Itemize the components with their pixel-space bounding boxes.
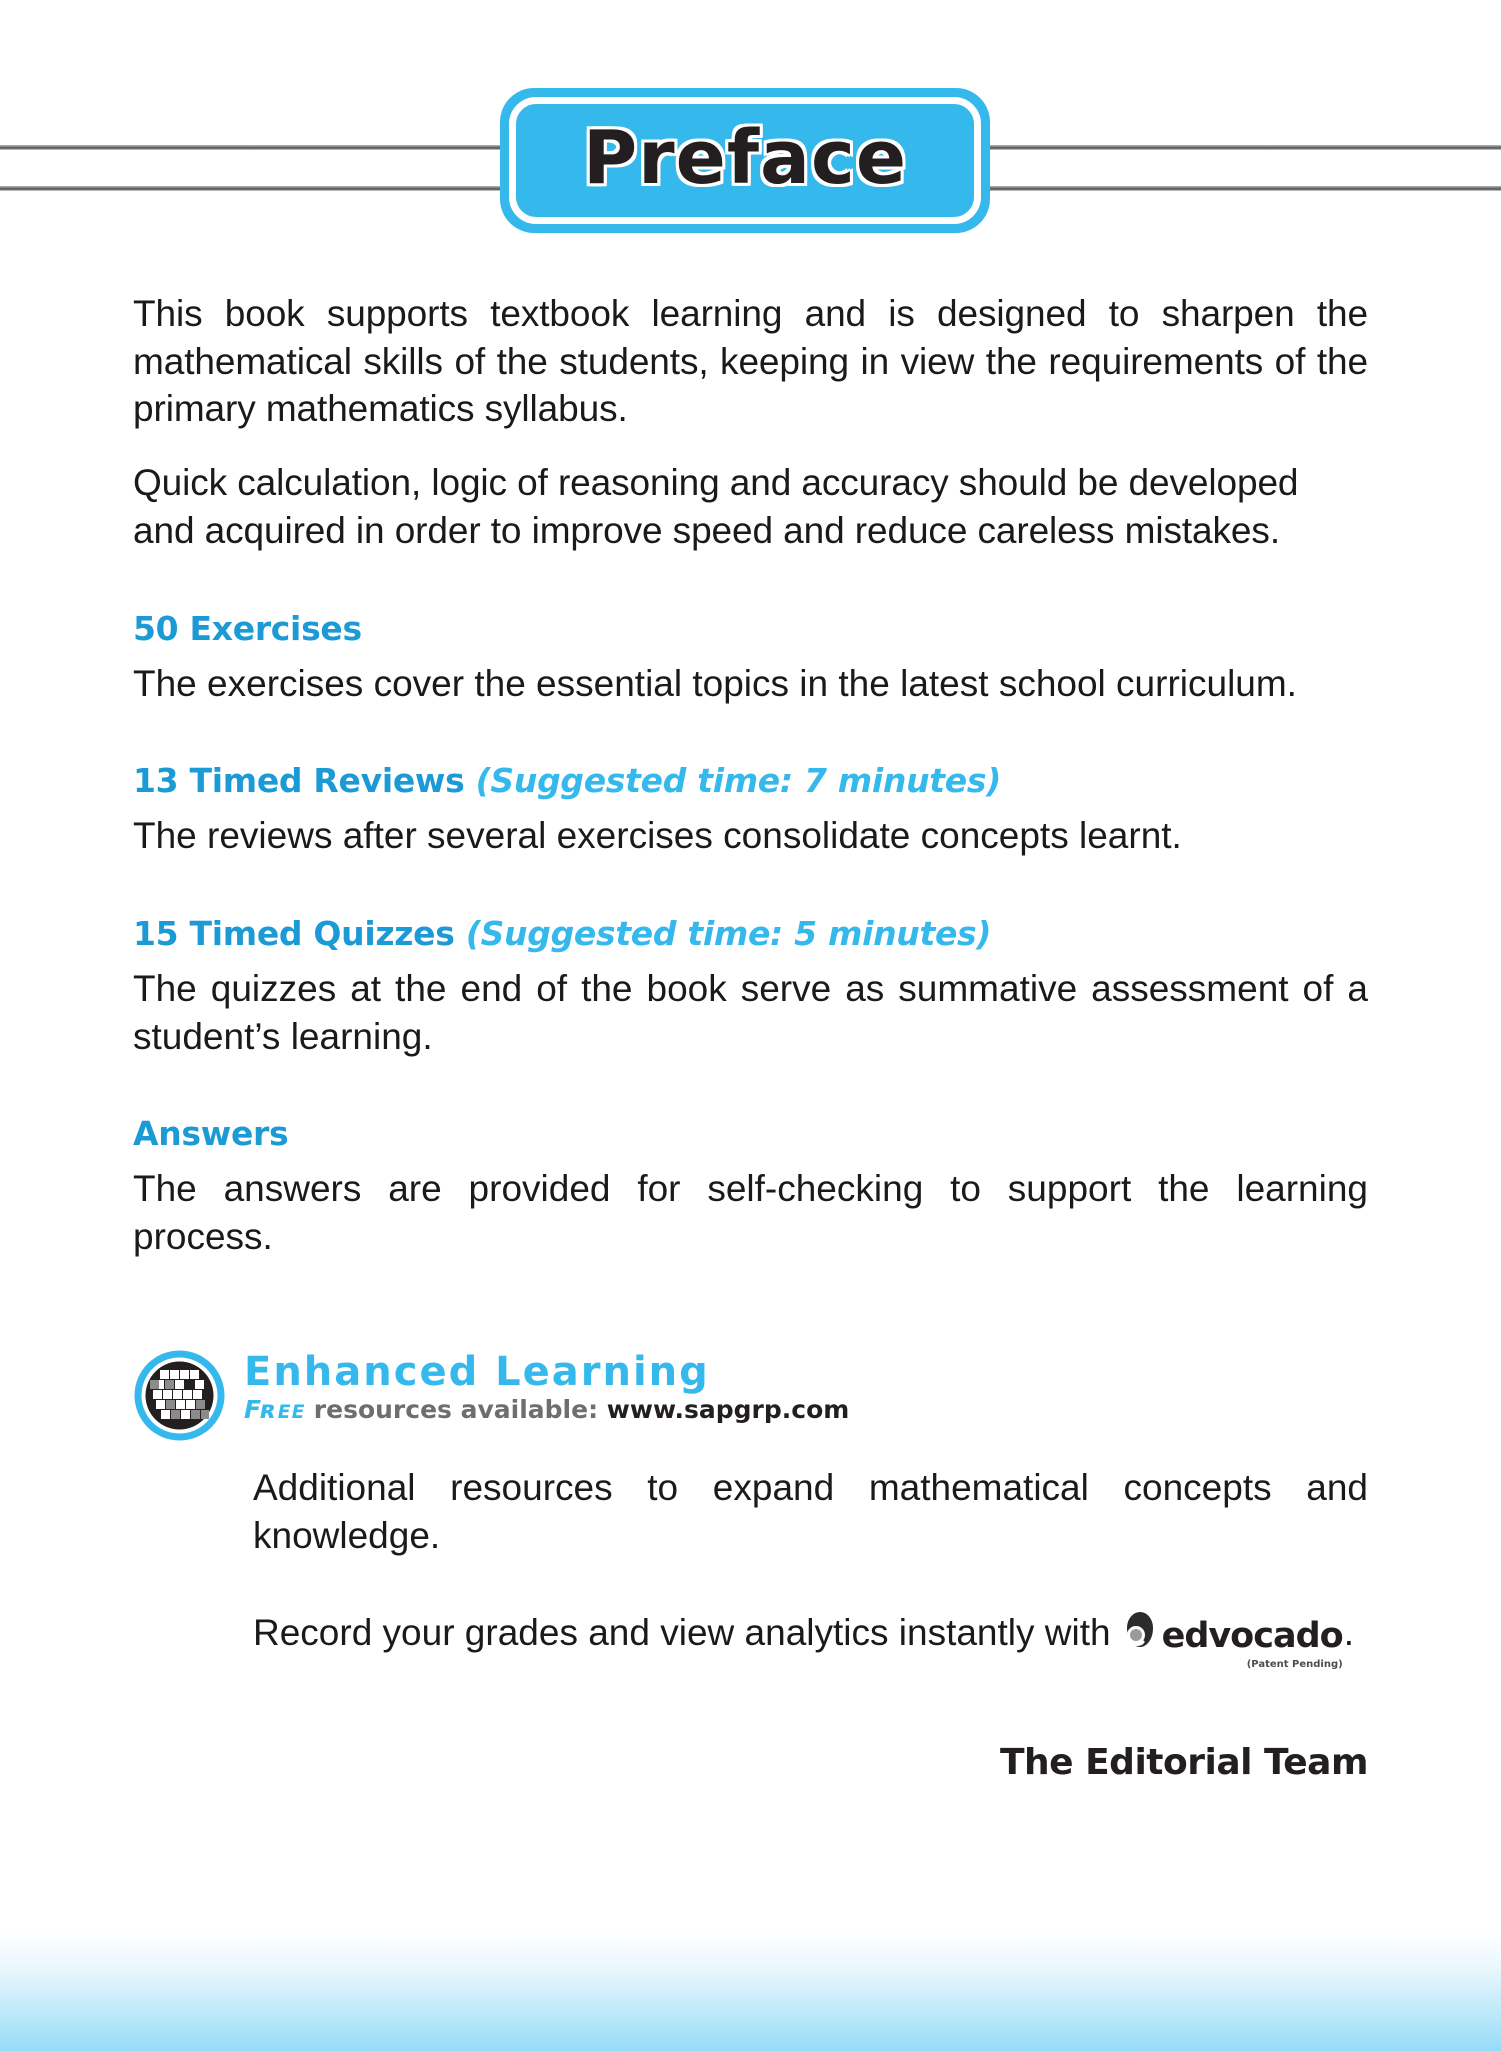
free-label: Fʀᴇᴇ	[244, 1394, 306, 1424]
section-exercises-heading-text: 50 Exercises	[133, 608, 362, 648]
section-exercises-body: The exercises cover the essential topics in the latest school curriculum.	[133, 662, 1297, 704]
enhanced-learning-subtitle	[244, 1396, 849, 1425]
section-answers	[133, 1114, 1368, 1260]
section-answers-heading-text: Answers	[133, 1114, 289, 1154]
section-timed-reviews-heading-text: 13 Timed Reviews	[133, 761, 465, 801]
section-exercises	[133, 609, 1368, 708]
section-timed-quizzes-heading-text: 15 Timed Quizzes	[133, 914, 455, 954]
sapgrp-url[interactable]: www.sapgrp.com	[606, 1394, 850, 1424]
footer-gradient-bar	[0, 1931, 1501, 2051]
edvocado-record-line	[253, 1605, 1368, 1670]
intro-paragraph-2: Quick calculation, logic of reasoning and accuracy should be developed and acquired in order to improve speed and reduce careless mistakes.	[133, 462, 1299, 551]
page-title-badge-inner	[509, 97, 981, 224]
edvocado-record-prefix: Record your grades and view analytics instantly with	[253, 1612, 1111, 1654]
edvocado-logo	[1120, 1610, 1343, 1670]
edvocado-patent-note: (Patent Pending)	[1246, 1658, 1343, 1670]
section-timed-reviews-note: (Suggested time: 7 minutes)	[475, 761, 1001, 801]
edvocado-word-text: edvocado	[1161, 1615, 1343, 1656]
section-timed-quizzes-body: The quizzes at the end of the book serve as summative assessment of a student’s learning.	[133, 968, 1368, 1057]
section-answers-body: The answers are provided for self-checking to support the learning process.	[133, 1168, 1368, 1258]
spacer	[133, 439, 1368, 459]
enhanced-learning-wordmark	[244, 1347, 849, 1425]
enhanced-learning-details	[253, 1464, 1368, 1670]
section-timed-quizzes-heading	[133, 914, 1368, 953]
editorial-team-signoff: The Editorial Team	[999, 1742, 1368, 1783]
enhanced-learning-title: Enhanced Learning	[244, 1348, 710, 1395]
section-timed-reviews	[133, 761, 1368, 860]
enhanced-learning-block	[133, 1347, 1368, 1670]
enhanced-learning-header	[133, 1347, 1368, 1442]
page-title: Preface	[582, 114, 908, 201]
section-timed-reviews-heading	[133, 761, 1368, 800]
section-exercises-heading	[133, 609, 1368, 648]
resources-available-label: resources available:	[313, 1394, 599, 1424]
intro-paragraph-1: This book supports textbook learning and is designed to sharpen the mathematical skills of the students, keeping in view the requirements of the primary mathematics syllabus.	[133, 293, 1368, 430]
preface-content	[133, 290, 1368, 1670]
section-answers-heading	[133, 1114, 1368, 1153]
edvocado-wordmark	[1161, 1614, 1343, 1670]
edvocado-record-suffix: .	[1343, 1612, 1354, 1654]
page-title-badge	[500, 88, 990, 233]
section-timed-quizzes	[133, 914, 1368, 1060]
crossword-circle-logo-icon	[133, 1349, 226, 1442]
section-timed-quizzes-note: (Suggested time: 5 minutes)	[465, 914, 992, 954]
enhanced-learning-description: Additional resources to expand mathematical concepts and knowledge.	[253, 1466, 1368, 1556]
section-timed-reviews-body: The reviews after several exercises consolidate concepts learnt.	[133, 815, 1182, 857]
page-header	[0, 0, 1501, 250]
avocado-logo-icon	[1120, 1610, 1160, 1662]
